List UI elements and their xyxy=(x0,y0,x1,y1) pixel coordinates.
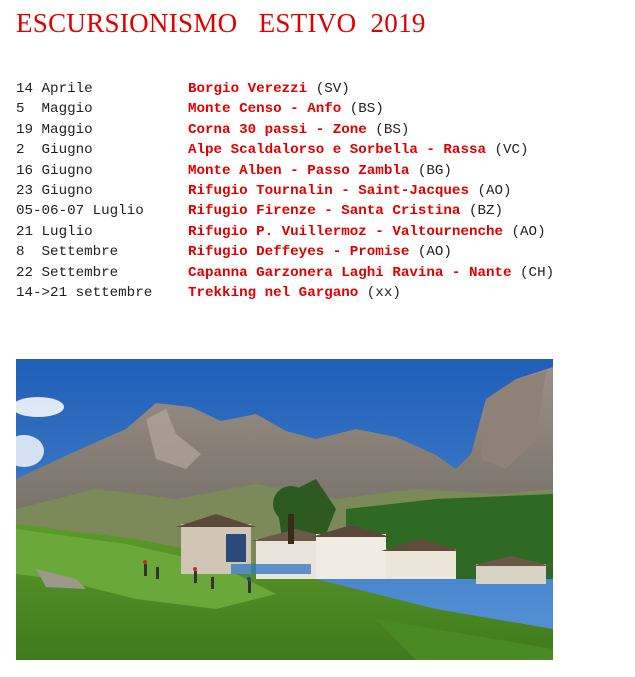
excursion-row xyxy=(16,201,554,221)
excursion-place: Rifugio Tournalin - Saint-Jacques xyxy=(188,182,469,199)
excursion-date: 19 Maggio xyxy=(16,121,93,138)
excursion-row xyxy=(16,263,554,283)
excursion-row xyxy=(16,79,554,99)
excursion-row xyxy=(16,161,554,181)
province-code: (VC) xyxy=(486,142,529,159)
excursion-place: Rifugio Firenze - Santa Cristina xyxy=(188,203,461,220)
excursion-place: Monte Censo - Anfo xyxy=(188,101,342,118)
excursion-place: Rifugio P. Vuillermoz - Valtournenche xyxy=(188,223,504,240)
excursion-place: Trekking nel Gargano xyxy=(188,284,359,301)
excursion-row xyxy=(16,181,554,201)
excursion-date: 23 Giugno xyxy=(16,182,93,199)
excursion-row xyxy=(16,140,554,160)
excursion-date: 21 Luglio xyxy=(16,223,93,240)
page-title: ESCURSIONISMO ESTIVO 2019 xyxy=(16,8,426,38)
province-code: (BS) xyxy=(341,101,384,118)
excursion-place: Monte Alben - Passo Zambla xyxy=(188,162,410,179)
excursion-date: 22 Settembre xyxy=(16,264,119,281)
excursion-date: 2 Giugno xyxy=(16,142,93,159)
province-code: (xx) xyxy=(358,284,401,301)
excursion-row xyxy=(16,120,554,140)
excursion-place: Rifugio Deffeyes - Promise xyxy=(188,244,410,261)
province-code: (BS) xyxy=(366,121,410,138)
excursion-list xyxy=(16,79,554,303)
province-code: (AO) xyxy=(409,244,452,261)
province-code: (AO) xyxy=(503,223,546,240)
province-code: (BG) xyxy=(409,162,452,179)
province-code: (SV) xyxy=(307,81,350,97)
mountain-hut-photo xyxy=(16,359,553,660)
excursion-date: 5 Maggio xyxy=(16,101,93,118)
excursion-row xyxy=(16,222,554,242)
province-code: (BZ) xyxy=(460,203,504,220)
excursion-date: 05-06-07 Luglio xyxy=(16,203,144,220)
excursion-place: Borgio Verezzi xyxy=(188,81,308,97)
province-code: (CH) xyxy=(511,264,555,281)
excursion-row xyxy=(16,242,554,262)
province-code: (AO) xyxy=(468,182,512,199)
excursion-place: Capanna Garzonera Laghi Ravina - Nante xyxy=(188,264,512,281)
excursion-row xyxy=(16,99,554,119)
excursion-place: Corna 30 passi - Zone xyxy=(188,121,367,138)
excursion-date: 16 Giugno xyxy=(16,162,93,179)
excursion-place: Alpe Scaldalorso e Sorbella - Rassa xyxy=(188,142,486,159)
excursion-date: 14 Aprile xyxy=(16,81,93,97)
excursion-date: 14->21 settembre xyxy=(16,284,153,301)
excursion-date: 8 Settembre xyxy=(16,244,119,261)
excursion-row xyxy=(16,283,554,303)
